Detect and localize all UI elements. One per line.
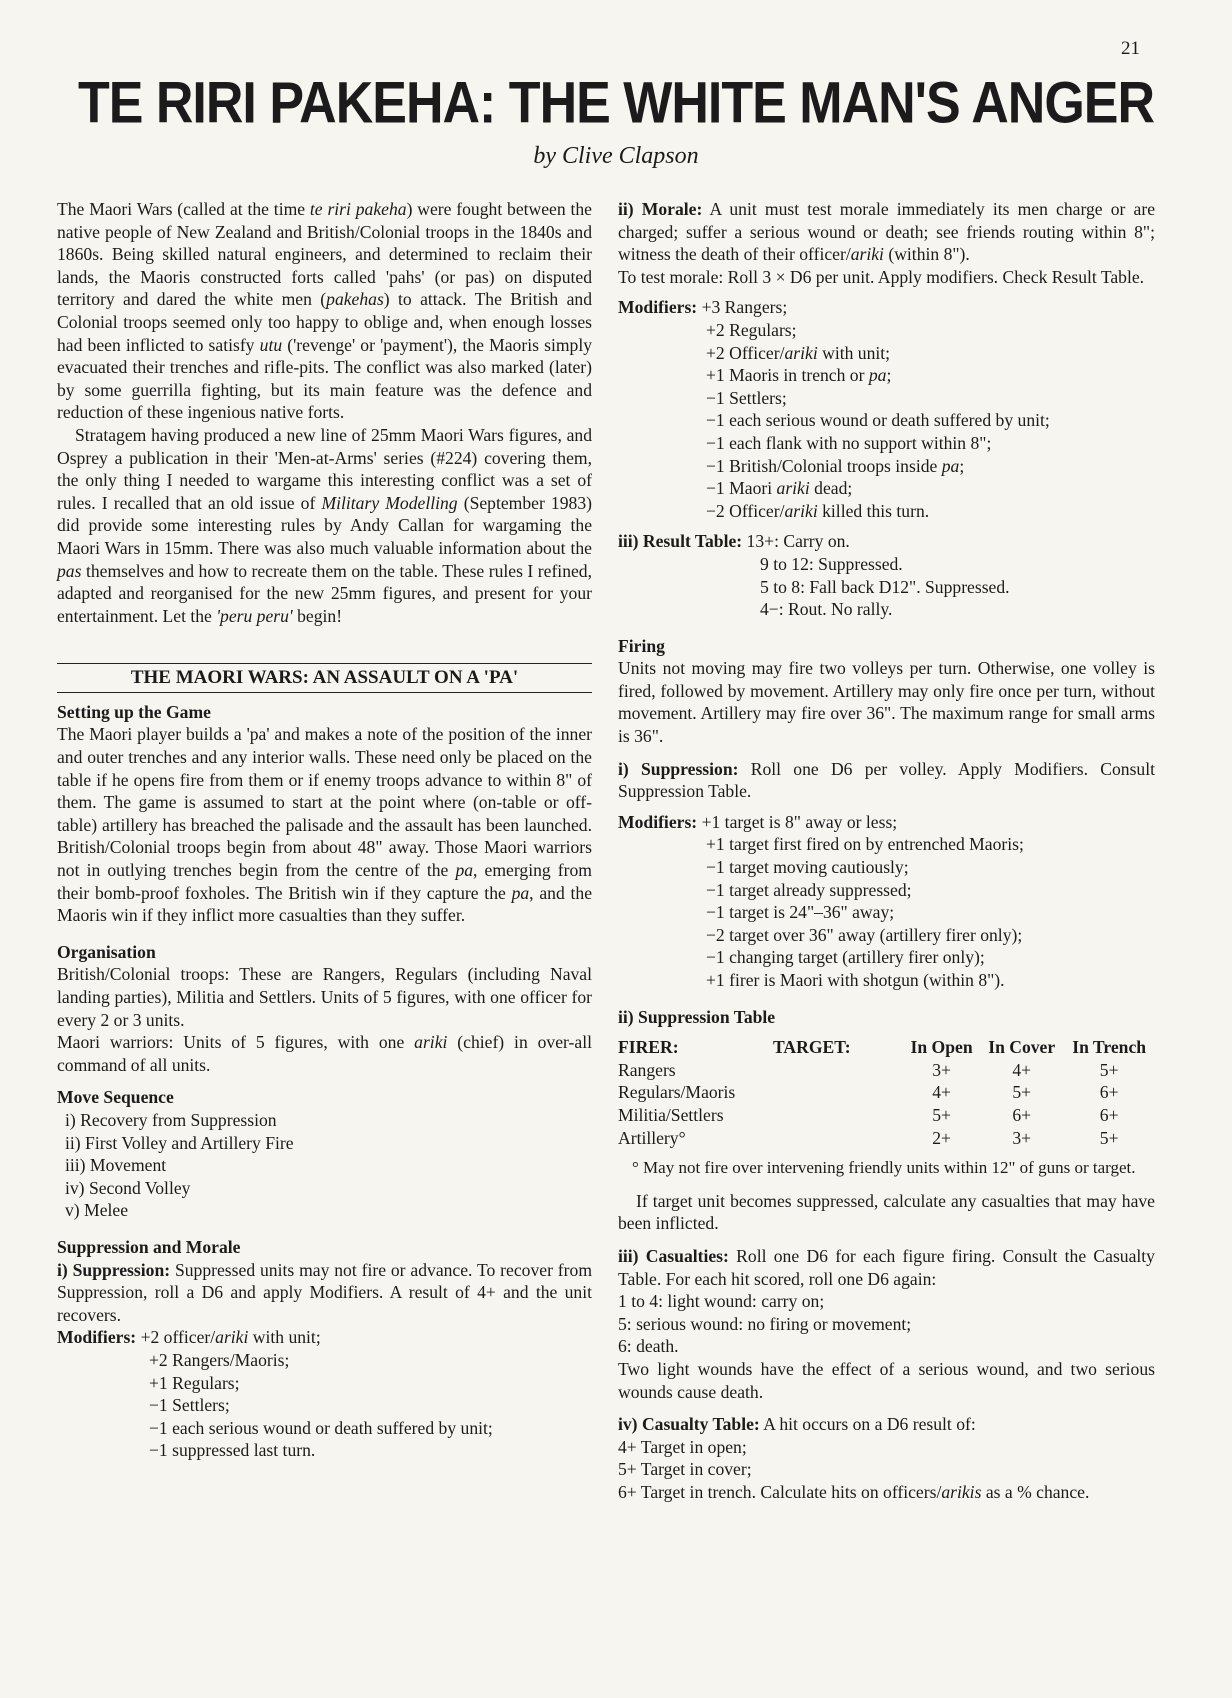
firing-text: Units not moving may fire two volleys per turn. Otherwise, one volley is fired, followed by movement. Artillery may only fire once per turn, without movement. Artillery may fire over 36". The maximum range for small arms is 36". bbox=[618, 658, 1155, 747]
list-item: −1 target moving cautiously; bbox=[706, 857, 909, 878]
list-item: 9 to 12: Suppressed. bbox=[760, 553, 903, 574]
suppression-after-text: If target unit becomes suppressed, calculate any casualties that may have been inflicted. bbox=[618, 1190, 1155, 1234]
table-row: Militia/Settlers 5+ 6+ 6+ bbox=[618, 1104, 1119, 1125]
list-item: −1 target already suppressed; bbox=[706, 879, 912, 900]
list-item: ii) First Volley and Artillery Fire bbox=[65, 1132, 294, 1153]
list-item: +1 target first fired on by entrenched Maoris; bbox=[706, 834, 1024, 855]
section-title: THE MAORI WARS: AN ASSAULT ON A 'PA' bbox=[57, 663, 592, 693]
list-item: 6: death. bbox=[618, 1336, 679, 1357]
setup-text: The Maori player builds a 'pa' and makes a note of the position of the inner and outer trenches and any interior walls. These need only be placed on the table if he opens fire from them or if enemy troops advance to within 8" of them. The game is assumed to start at the point where (on-table or off-table) artillery has breached the palisade and the assault has been launched. British/Colonial troops begin from about 48" away. Those Maori warriors not in outlying trenches begin from the centre of the pa, emerging from their bomb-proof foxholes. The British win if they capture the pa, and the Maoris win if they inflict more casualties than they suffer. bbox=[57, 724, 593, 926]
list-item: −1 suppressed last turn. bbox=[149, 1440, 316, 1461]
organisation-text-1: British/Colonial troops: These are Rangers, Regulars (including Naval landing parties), Militia and Settlers. Units of 5 figures, with one officer for every 2 or 3 units. bbox=[57, 964, 592, 1030]
list-item: 6+ Target in trench. Calculate hits on officers/arikis as a % chance. bbox=[618, 1481, 1090, 1502]
list-item: 5: serious wound: no firing or movement; bbox=[618, 1313, 912, 1334]
column-header: In Cover bbox=[988, 1037, 1056, 1058]
list-item: +2 Officer/ariki with unit; bbox=[706, 342, 891, 363]
table-row: Artillery° 2+ 3+ 5+ bbox=[618, 1127, 1119, 1148]
intro-paragraph-2: Stratagem having produced a new line of 25mm Maori Wars figures, and Osprey a publication in their 'Men-at-Arms' series (#224) covering them, the only thing I needed to wargame this interesting conflict was a set of rules. I recalled that an old issue of Military Modelling (September 1983) did provide some interesting rules by Andy Callan for wargaming the Maori Wars in 15mm. There was also much valuable information about the pas themselves and how to recreate them on the table. These rules I refined, adapted and reorganised for the new 25mm figures, and present for your entertainment. Let the 'peru peru' begin! bbox=[57, 424, 592, 626]
list-item: +1 Regulars; bbox=[149, 1372, 240, 1393]
morale-test: To test morale: Roll 3 × D6 per unit. Apply modifiers. Check Result Table. bbox=[618, 266, 1145, 287]
list-item: i) Recovery from Suppression bbox=[65, 1109, 277, 1130]
table-row: Rangers 3+ 4+ 5+ bbox=[618, 1059, 1119, 1080]
list-item: 4−: Rout. No rally. bbox=[760, 599, 893, 620]
list-item: −1 Maori ariki dead; bbox=[706, 478, 853, 499]
list-item: −1 British/Colonial troops inside pa; bbox=[706, 455, 965, 476]
table-footnote: ° May not fire over intervening friendly units within 12" of guns or target. bbox=[632, 1158, 1136, 1178]
list-item: +2 Rangers/Maoris; bbox=[149, 1349, 290, 1370]
list-item: −1 changing target (artillery firer only); bbox=[706, 947, 985, 968]
list-item: +2 Regulars; bbox=[706, 319, 797, 340]
suppression-morale-heading: Suppression and Morale bbox=[57, 1236, 241, 1257]
list-item: v) Melee bbox=[65, 1200, 129, 1221]
left-column bbox=[57, 198, 592, 1462]
list-item: −1 Settlers; bbox=[149, 1395, 230, 1416]
suppression-rule: i) Suppression: Suppressed units may not fire or advance. To recover from Suppression, roll a D6 and apply Modifiers. A result of 4+ and the unit recovers. bbox=[57, 1259, 592, 1325]
firing-modifiers: Modifiers: +1 target is 8" away or less; +1 target first fired on by entrenched Maoris; −1 target moving cautiously; −1 target already suppressed; −1 target is 24"–36" away; −2 target over 36" away (artillery firer only); −1 changing target (artillery firer only); +1 firer is Maori with shotgun (within 8"). bbox=[618, 811, 1155, 992]
casualties-rule: iii) Casualties: Roll one D6 for each figure firing. Consult the Casualty Table. For each hit scored, roll one D6 again: bbox=[618, 1245, 1155, 1289]
casualty-lines bbox=[618, 1290, 1155, 1358]
list-item: +1 firer is Maori with shotgun (within 8"). bbox=[706, 970, 1005, 990]
list-item: iv) Second Volley bbox=[65, 1177, 191, 1198]
move-sequence-heading: Move Sequence bbox=[57, 1087, 174, 1108]
column-header: In Trench bbox=[1072, 1037, 1147, 1058]
byline: by Clive Clapson bbox=[533, 143, 699, 169]
column-header: FIRER: bbox=[618, 1037, 679, 1058]
list-item: −1 target is 24"–36" away; bbox=[706, 902, 895, 923]
list-item: 4+ Target in open; bbox=[618, 1436, 747, 1457]
article-title: TE RIRI PAKEHA: THE WHITE MAN'S ANGER bbox=[77, 71, 1155, 137]
organisation-text-2: Maori warriors: Units of 5 figures, with one ariki (chief) in over-all command of all units. bbox=[57, 1032, 592, 1075]
result-table: iii) Result Table: 13+: Carry on. 9 to 12: Suppressed. 5 to 8: Fall back D12". Suppressed. 4−: Rout. No rally. bbox=[618, 530, 1155, 620]
list-item: −2 target over 36" away (artillery firer only); bbox=[706, 924, 1023, 945]
firing-heading: Firing bbox=[618, 635, 665, 656]
list-item: −1 each serious wound or death suffered by unit; bbox=[149, 1417, 493, 1438]
list-item: 5+ Target in cover; bbox=[618, 1459, 752, 1480]
column-header: In Open bbox=[910, 1037, 973, 1058]
suppression-modifiers: Modifiers: +2 officer/ariki with unit; +2 Rangers/Maoris; +1 Regulars; −1 Settlers; −1 each serious wound or death suffered by unit; −1 suppressed last turn. bbox=[57, 1326, 592, 1462]
casualty-table-rule: iv) Casualty Table: A hit occurs on a D6 result of: bbox=[618, 1414, 976, 1435]
column-header: TARGET: bbox=[773, 1037, 851, 1058]
list-item: 1 to 4: light wound: carry on; bbox=[618, 1291, 825, 1312]
list-item: 5 to 8: Fall back D12". Suppressed. bbox=[760, 576, 1010, 597]
list-item: iii) Movement bbox=[65, 1155, 167, 1176]
morale-rule: ii) Morale: A unit must test morale immediately its men charge or are charged; suffer a serious wound or death; see friends routing within 8"; witness the death of their officer/ariki (within 8"). bbox=[618, 199, 1155, 265]
move-sequence-list bbox=[57, 1109, 592, 1222]
table-row: Regulars/Maoris 4+ 5+ 6+ bbox=[618, 1082, 1119, 1103]
list-item: +1 Maoris in trench or pa; bbox=[706, 365, 892, 386]
list-item: −1 each flank with no support within 8"; bbox=[706, 432, 992, 453]
suppression-table-heading: ii) Suppression Table bbox=[618, 1006, 776, 1027]
organisation-heading: Organisation bbox=[57, 941, 156, 962]
casualties-note: Two light wounds have the effect of a serious wound, and two serious wounds cause death. bbox=[618, 1358, 1155, 1402]
firing-suppression-rule: i) Suppression: Roll one D6 per volley. Apply Modifiers. Consult Suppression Table. bbox=[618, 758, 1155, 802]
suppression-table bbox=[618, 1036, 1155, 1149]
morale-modifiers: Modifiers: +3 Rangers; +2 Regulars; +2 Officer/ariki with unit; +1 Maoris in trench or pa; −1 Settlers; −1 each serious wound or death suffered by unit; −1 each flank with no support within 8"; −1 British/Colonial troops inside pa; −1 Maori ariki dead; −2 Officer/ariki killed this turn. bbox=[618, 296, 1155, 522]
list-item: −1 each serious wound or death suffered by unit; bbox=[706, 410, 1050, 431]
intro-paragraph-1: The Maori Wars (called at the time te riri pakeha) were fought between the native people of New Zealand and British/Colonial troops in the 1840s and 1860s. Being skilled natural engineers, and determined to reclaim their lands, the Maoris constructed forts called 'pahs' (or pas) on disputed territory and dared the white men (pakehas) to attack. The British and Colonial troops seemed only too happy to oblige and, when enough losses had been inflicted to satisfy utu ('revenge' or 'payment'), the Maoris simply evacuated their trenches and rifle-pits. The conflict was also marked (later) by some guerrilla fighting, but its main feature was the defence and reduction of these ingenious native forts. bbox=[57, 199, 592, 423]
list-item: −1 Settlers; bbox=[706, 387, 787, 408]
setup-heading: Setting up the Game bbox=[57, 701, 211, 722]
table-header-row bbox=[618, 1036, 1155, 1059]
list-item: −2 Officer/ariki killed this turn. bbox=[706, 500, 930, 521]
page-number: 21 bbox=[1121, 38, 1140, 59]
right-column bbox=[618, 198, 1155, 1503]
